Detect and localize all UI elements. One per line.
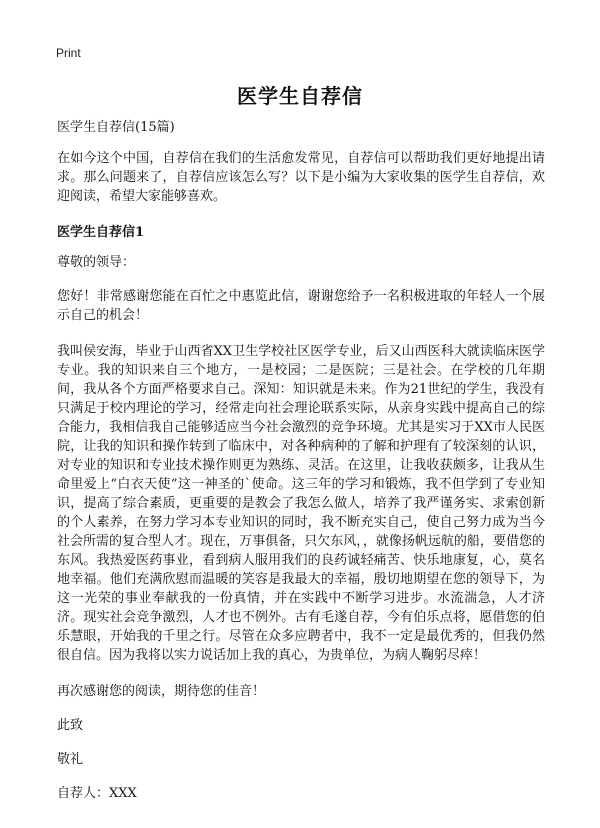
letter-paragraph-2: 我叫侯安海，毕业于山西省XX卫生学校社区医学专业，后又山西医科大就读临床医学专业。我的知识来自三个地方，一是校园；二是医院；三是社会。在学校的几年期间，我从各个方面严格要求自己。深知：知识就是未来。作为21世纪的学生，我没有只满足于校内理论的学习，经常走向社会理论联系实际，从亲身实践中提高自己的综合能力，我相信我自己能够适应当今社会激烈的竞争环境。尤其是实习于XX市人民医院，让我的知识和操作转到了临床中，对各种病种的了解和护理有了较深刻的认识，对专业的知识和专业技术操作则更为熟练、灵活。在这里，让我收获颇多，让我从生命里爱上“白衣天使”这一神圣的`使命。这三年的学习和锻炼，我不但学到了专业知识，提高了综合素质，更重要的是教会了我怎么做人，培养了我严谨务实、求索创新的个人素养，在努力学习本专业知识的同时，我不断充实自己，使自己努力成为当今社会所需的复合型人才。现在，万事俱备，只欠东风，，就像扬帆远航的船，要借您的东风。我热爱医药事业，看到病人服用我们的良药诚轻痛苦、快乐地康复，心，莫名地幸福。他们充满欣慰而温暖的笑容是我最大的幸福，殷切地期望在您的领导下，为这一光荣的事业奉献我的一份真情，并在实践中不断学习进步。水流湍急，人才济济。现实社会竞争激烈，人才也不例外。古有毛遂自荐，今有伯乐点将，愿借您的伯乐慧眼，开始我的千里之行。尽管在众多应聘者中，我不一定是最优秀的，但我仍然很自信。因为我将以实力说话加上我的真心，为贵单位，为病人鞠躬尽瘁！ [57, 344, 545, 663]
print-link[interactable]: Print [56, 46, 81, 60]
letter-paragraph-3: 再次感谢您的阅读，期待您的佳音！ [57, 684, 266, 699]
signature: 自荐人：XXX [57, 786, 137, 801]
section-heading: 医学生自荐信1 [57, 225, 145, 240]
salutation: 尊敬的领导： [57, 255, 136, 270]
letter-body [57, 118, 545, 818]
document-subtitle: 医学生自荐信(15篇) [57, 120, 175, 135]
intro-paragraph: 在如今这个中国，自荐信在我们的生活愈发常见，自荐信可以帮助我们更好地提出请求。那么问题来了，自荐信应该怎么写？以下是小编为大家收集的医学生自荐信，欢迎阅读，希望大家能够喜欢。 [57, 151, 545, 204]
closing-line-2: 敬礼 [57, 752, 84, 767]
closing-line-1: 此致 [57, 718, 84, 733]
page-title: 医学生自荐信 [237, 84, 363, 108]
letter-paragraph-1: 您好！非常感谢您能在百忙之中惠览此信，谢谢您给予一名积极进取的年轻人一个展示自己的机会！ [57, 289, 545, 323]
